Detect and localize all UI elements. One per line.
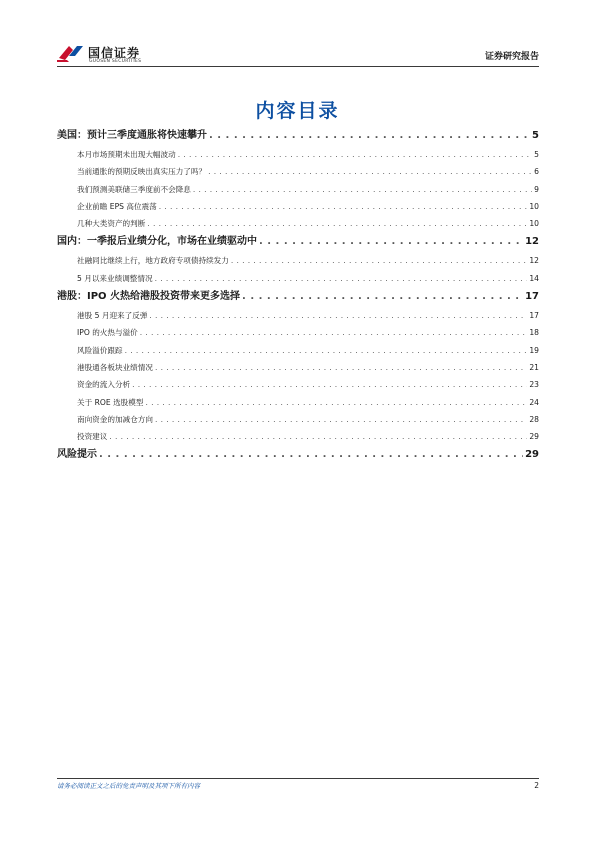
toc-subsection-entry[interactable] <box>57 181 539 198</box>
toc-entry-title: 港股通各板块业绩情况 <box>77 362 153 372</box>
footer-divider <box>57 778 539 779</box>
toc-entry-title: 关于 ROE 选股模型 <box>77 397 144 407</box>
toc-entry-title: 风险提示 <box>57 449 97 461</box>
toc-subsection-entry[interactable] <box>57 215 539 232</box>
toc-subsection-entry[interactable] <box>57 324 539 341</box>
toc-entry-page: 17 <box>529 311 539 321</box>
toc-section-entry[interactable] <box>57 445 539 465</box>
toc-section-entry[interactable] <box>57 287 539 307</box>
guosen-logo-icon <box>57 42 85 62</box>
toc-subsection-entry[interactable] <box>57 342 539 359</box>
toc-entry-page: 6 <box>534 167 539 177</box>
toc-entry-page: 21 <box>529 362 539 372</box>
toc-leader-dots <box>231 252 527 269</box>
toc-entry-page: 10 <box>529 219 539 229</box>
toc-leader-dots <box>145 394 527 411</box>
toc-entry-title: 社融同比继续上行，地方政府专项债持续发力 <box>77 256 229 266</box>
toc-leader-dots <box>99 445 523 465</box>
toc-leader-dots <box>155 270 528 287</box>
footer-disclaimer: 请务必阅读正文之后的免责声明及其项下所有内容 <box>57 782 200 790</box>
toc-entry-title: 南向资金的加减仓方向 <box>77 414 153 424</box>
toc-entry-page: 23 <box>529 380 539 390</box>
toc-entry-title: 风险溢价跟踪 <box>77 345 123 355</box>
toc-subsection-entry[interactable] <box>57 411 539 428</box>
toc-entry-title: 投资建议 <box>77 432 108 442</box>
toc-entry-title: 美国：预计三季度通胀将快速攀升 <box>57 130 207 141</box>
toc-entry-title: 几种大类资产的判断 <box>77 219 146 229</box>
toc-entry-title: 企业前瞻 EPS 高位震荡 <box>77 201 157 211</box>
toc-entry-page: 10 <box>529 201 539 211</box>
toc-subsection-entry[interactable] <box>57 146 539 163</box>
toc-leader-dots <box>209 126 530 146</box>
toc-entry-page: 14 <box>529 273 539 283</box>
logo-chinese-name: 国信证券 <box>88 46 141 60</box>
toc-title: 内容目录 <box>255 100 340 122</box>
toc-leader-dots <box>109 428 527 445</box>
toc-entry-page: 17 <box>525 291 539 303</box>
toc-entry-title: 港股：IPO 火热给港股投资带来更多选择 <box>57 291 241 303</box>
toc-entry-page: 5 <box>532 130 539 141</box>
toc-subsection-entry[interactable] <box>57 394 539 411</box>
toc-leader-dots <box>208 163 532 180</box>
toc-entry-page: 9 <box>534 184 539 194</box>
toc-entry-title: 本月市场预期未出现大幅波动 <box>77 150 176 159</box>
toc-entry-page: 28 <box>529 414 539 424</box>
toc-leader-dots <box>125 342 528 359</box>
toc-entry-title: 5 月以来业绩调整情况 <box>77 273 153 283</box>
toc-subsection-entry[interactable] <box>57 359 539 376</box>
toc-entry-page: 5 <box>534 150 539 159</box>
toc-entry-page: 19 <box>529 345 539 355</box>
toc-leader-dots <box>147 215 527 232</box>
header-divider <box>57 66 539 67</box>
toc-entry-title: 当前通胀的预期反映出真实压力了吗？ <box>77 167 207 177</box>
report-type-label: 证券研究报告 <box>484 52 539 62</box>
toc-leader-dots <box>242 287 523 307</box>
toc-entry-page: 12 <box>529 256 539 266</box>
toc-leader-dots <box>149 307 527 324</box>
toc-entry-page: 12 <box>525 236 539 248</box>
page-number: 2 <box>534 781 539 790</box>
toc-subsection-entry[interactable] <box>57 270 539 287</box>
table-of-contents <box>57 126 539 465</box>
toc-entry-title: 国内：一季报后业绩分化，市场在业绩驱动中 <box>57 236 257 248</box>
toc-leader-dots <box>193 181 532 198</box>
toc-entry-title: IPO 的火热与溢价 <box>77 328 138 338</box>
toc-leader-dots <box>155 359 527 376</box>
toc-section-entry[interactable] <box>57 232 539 252</box>
toc-subsection-entry[interactable] <box>57 307 539 324</box>
toc-subsection-entry[interactable] <box>57 198 539 215</box>
toc-entry-page: 29 <box>525 449 539 461</box>
toc-entry-page: 29 <box>529 432 539 442</box>
toc-entry-title: 港股 5 月迎来了反弹 <box>77 311 148 321</box>
toc-subsection-entry[interactable] <box>57 163 539 180</box>
toc-entry-title: 我们预测美联储三季度前不会降息 <box>77 184 191 194</box>
toc-leader-dots <box>259 232 523 252</box>
logo-english-name: GUOSEN SECURITIES <box>89 59 142 64</box>
toc-leader-dots <box>155 411 527 428</box>
toc-entry-page: 24 <box>529 397 539 407</box>
toc-leader-dots <box>178 146 532 163</box>
toc-leader-dots <box>140 324 528 341</box>
toc-section-entry[interactable] <box>57 126 539 146</box>
toc-subsection-entry[interactable] <box>57 428 539 445</box>
toc-entry-title: 资金的流入分析 <box>77 380 131 390</box>
toc-leader-dots <box>159 198 528 215</box>
toc-leader-dots <box>132 376 527 393</box>
toc-subsection-entry[interactable] <box>57 252 539 269</box>
toc-subsection-entry[interactable] <box>57 376 539 393</box>
toc-entry-page: 18 <box>529 328 539 338</box>
